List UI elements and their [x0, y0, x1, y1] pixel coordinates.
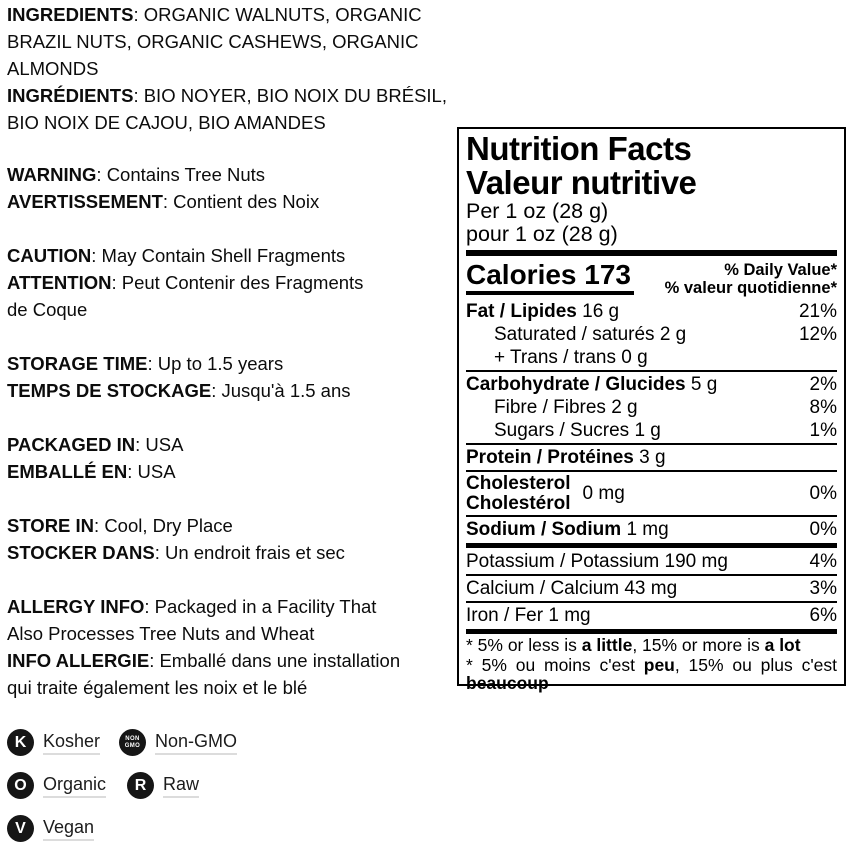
- raw-icon: R: [127, 772, 154, 799]
- rule: [466, 574, 837, 576]
- calories-value: Calories 173: [466, 259, 634, 295]
- non-gmo-label: Non-GMO: [155, 730, 237, 755]
- nutrition-title-en: Nutrition Facts: [466, 130, 692, 167]
- ingredients-line-fr: INGRÉDIENTS: BIO NOYER, BIO NOIX DU BRÉSIL,: [7, 85, 447, 106]
- allergy-info-line: Also Processes Tree Nuts and Wheat: [7, 623, 315, 644]
- rule: [466, 601, 837, 603]
- non-gmo-badge: [119, 729, 237, 756]
- store-in-line-fr: STOCKER DANS: Un endroit frais et sec: [7, 542, 345, 563]
- allergy-info-line-fr: INFO ALLERGIE: Emballé dans une installation: [7, 650, 401, 671]
- raw-label: Raw: [163, 773, 199, 798]
- footnote-en: * 5% or less is a little, 15% or more is a lot: [466, 635, 801, 655]
- thick-rule: [466, 250, 837, 256]
- store-in-block: [7, 512, 345, 566]
- kosher-label: Kosher: [43, 730, 100, 755]
- non-gmo-icon: NON GMO: [119, 729, 146, 756]
- allergy-info-block: [7, 593, 400, 701]
- caution-block: [7, 242, 363, 323]
- trans-fat-row: + Trans / trans 0 g: [494, 347, 648, 368]
- serving-size-fr: pour 1 oz (28 g): [466, 222, 618, 246]
- saturated-fat-row: Saturated / saturés 2 g 12%: [494, 324, 837, 345]
- vegan-label: Vegan: [43, 816, 94, 841]
- nutrition-facts-panel: [457, 127, 846, 693]
- nutrition-title-fr: Valeur nutritive: [466, 164, 697, 201]
- thick-rule: [466, 629, 837, 634]
- allergy-info-line-fr: qui traite également les noix et le blé: [7, 677, 308, 698]
- storage-time-line-fr: TEMPS DE STOCKAGE: Jusqu'à 1.5 ans: [7, 380, 351, 401]
- caution-line-fr: ATTENTION: Peut Contenir des Fragments: [7, 272, 364, 293]
- ingredients-line: ALMONDS: [7, 58, 99, 79]
- calories-row: [466, 259, 837, 297]
- ingredients-line: INGREDIENTS: ORGANIC WALNUTS, ORGANIC: [7, 4, 422, 25]
- ingredients-line: BRAZIL NUTS, ORGANIC CASHEWS, ORGANIC: [7, 31, 419, 52]
- caution-line-fr: de Coque: [7, 299, 88, 320]
- rule: [466, 370, 837, 372]
- kosher-icon: K: [7, 729, 34, 756]
- fibre-row: Fibre / Fibres 2 g 8%: [494, 397, 837, 418]
- caution-line: CAUTION: May Contain Shell Fragments: [7, 245, 346, 266]
- serving-size-en: Per 1 oz (28 g): [466, 199, 609, 223]
- sugars-row: Sugars / Sucres 1 g 1%: [494, 420, 837, 441]
- cholesterol-row: Cholesterol Cholestérol 0 mg 0%: [466, 473, 837, 514]
- ingredients-line-fr: BIO NOIX DE CAJOU, BIO AMANDES: [7, 112, 326, 133]
- footnote-fr: * 5% ou moins c'est peu, 15% ou plus c'est beaucoup: [466, 654, 838, 693]
- warning-block: [7, 161, 319, 215]
- rule: [466, 470, 837, 472]
- warning-line-fr: AVERTISSEMENT: Contient des Noix: [7, 191, 320, 212]
- packaged-in-line: PACKAGED IN: USA: [7, 434, 184, 455]
- ingredients-block: [7, 1, 447, 136]
- rule: [466, 515, 837, 517]
- protein-row: Protein / Protéines 3 g: [466, 447, 666, 468]
- thick-rule: [466, 543, 837, 548]
- rule: [466, 443, 837, 445]
- sodium-row: Sodium / Sodium 1 mg 0%: [466, 519, 837, 540]
- fat-row: Fat / Lipides 16 g 21%: [466, 301, 837, 322]
- daily-value-header: % Daily Value* % valeur quotidienne*: [664, 261, 837, 297]
- organic-icon: O: [7, 772, 34, 799]
- warning-line: WARNING: Contains Tree Nuts: [7, 164, 266, 185]
- store-in-line: STORE IN: Cool, Dry Place: [7, 515, 233, 536]
- allergy-info-line: ALLERGY INFO: Packaged in a Facility That: [7, 596, 377, 617]
- organic-label: Organic: [43, 773, 106, 798]
- organic-badge: [7, 772, 106, 799]
- vegan-icon: V: [7, 815, 34, 842]
- carbohydrate-row: Carbohydrate / Glucides 5 g 2%: [466, 374, 837, 395]
- vegan-badge: [7, 815, 94, 842]
- storage-time-line: STORAGE TIME: Up to 1.5 years: [7, 353, 284, 374]
- kosher-badge: [7, 729, 100, 756]
- calcium-row: Calcium / Calcium 43 mg 3%: [466, 578, 837, 599]
- storage-time-block: [7, 350, 351, 404]
- potassium-row: Potassium / Potassium 190 mg 4%: [466, 551, 837, 572]
- iron-row: Iron / Fer 1 mg 6%: [466, 605, 837, 626]
- packaged-in-line-fr: EMBALLÉ EN: USA: [7, 461, 176, 482]
- packaged-in-block: [7, 431, 183, 485]
- raw-badge: [127, 772, 199, 799]
